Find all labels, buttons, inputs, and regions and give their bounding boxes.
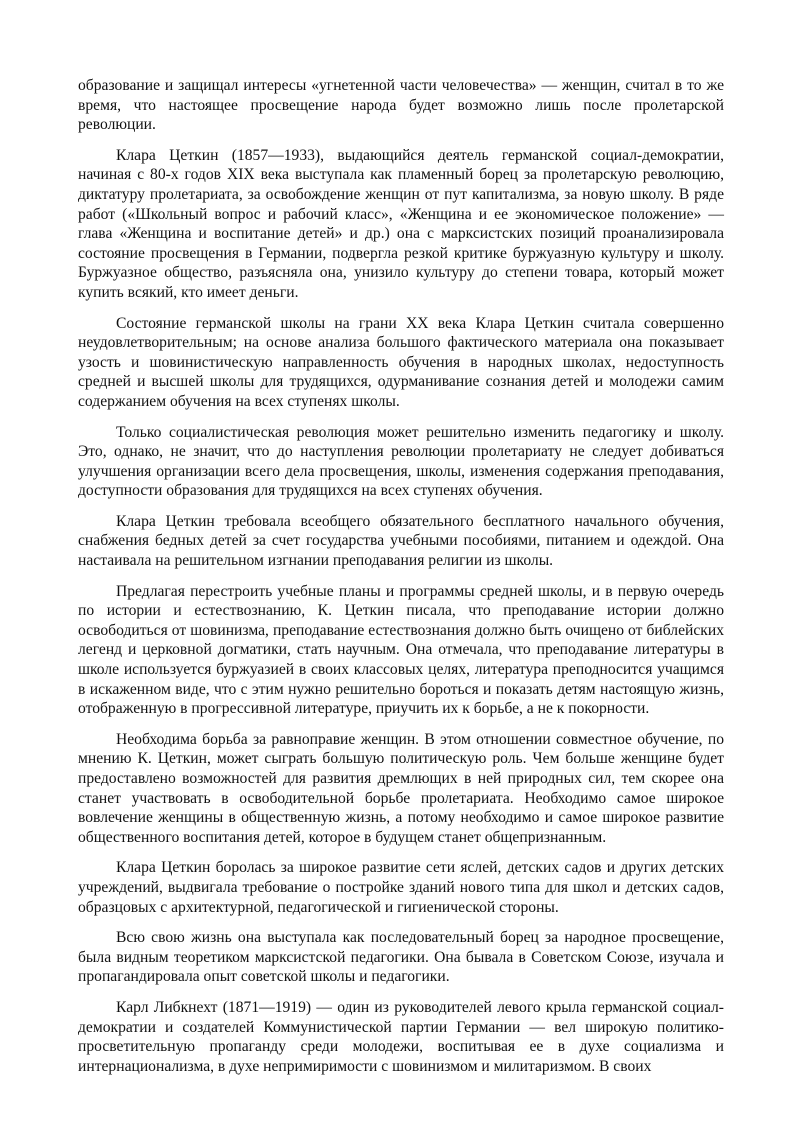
paragraph-7: Необходима борьба за равноправие женщин. В этом отношении совместное обучение, по мнению К. Цеткин, может сыграть большую политическую роль. Чем больше женщине будет предоставлено возможностей для развития дремлющих в ней природных сил, тем скорее она станет участвовать в освободительной борьбе пролетариата. Необходимо самое широкое вовлечение женщины в общественную жизнь, а потому необходимо и самое широкое развитие общественного воспитания детей, которое в будущем станет общепризнанным. xyxy=(78,730,724,846)
paragraph-1: образование и защищал интересы «угнетенной части человечества» — женщин, считал в то же время, что настоящее просвещение народа будет возможно лишь после пролетарской революции. xyxy=(78,77,724,134)
paragraph-2: Клара Цеткин (1857—1933), выдающийся деятель германской социал-демократии, начиная с 80-х годов XIX века выступала как пламенный борец за пролетарскую революцию, диктатуру пролетариата, за освобождение женщин от пут капитализма, за новую школу. В ряде работ («Школьный вопрос и рабочий класс», «Женщина и ее экономическое положение» — глава «Женщина и воспитание детей» и др.) она с марксистских позиций проанализировала состояние просвещения в Германии, подвергла резкой критике буржуазную культуру и школу. Буржуазное общество, разъясняла она, унизило культуру до степени товара, который может купить всякий, кто имеет деньги. xyxy=(78,146,724,301)
paragraph-9: Всю свою жизнь она выступала как последовательный борец за народное просвещение, была видным теоретиком марксистской педагогики. Она бывала в Советском Союзе, изучала и пропагандировала опыт советской школы и педагогики. xyxy=(78,929,724,986)
paragraph-8: Клара Цеткин боролась за широкое развитие сети яслей, детских садов и других детских учреждений, выдвигала требование о постройке зданий нового типа для школ и детских садов, образцовых с архитектурной, педагогической и гигиенической стороны. xyxy=(78,859,724,916)
paragraph-5: Клара Цеткин требовала всеобщего обязательного бесплатного начального обучения, снабжения бедных детей за счет государства учебными пособиями, питанием и одеждой. Она настаивала на решительном изгнании преподавания религии из школы. xyxy=(78,512,724,570)
paragraph-10: Карл Либкнехт (1871—1919) — один из руководителей левого крыла германской социал-демократии и создателей Коммунистической партии Германии — вел широкую политико-просветительную пропаганду среди молодежи, воспитывая ее в духе социализма и интернационализма, в духе непримиримости с шовинизмом и милитаризмом. В своих xyxy=(78,998,724,1075)
paragraph-3: Состояние германской школы на грани XX века Клара Цеткин считала совершенно неудовлетворительным; на основе анализа большого фактического материала она показывает узость и шовинистическую направленность обучения в народных школах, недоступность средней и высшей школы для трудящихся, одурманивание сознания детей и молодежи самим содержанием обучения на всех ступенях школы. xyxy=(78,314,724,410)
paragraph-4: Только социалистическая революция может решительно изменить педагогику и школу. Это, однако, не значит, что до наступления революции пролетариату не следует добиваться улучшения организации всего дела просвещения, школы, изменения содержания преподавания, доступности образования для трудящихся на всех ступенях обучения. xyxy=(78,423,724,500)
paragraph-6: Предлагая перестроить учебные планы и программы средней школы, и в первую очередь по истории и естествознанию, К. Цеткин писала, что преподавание истории должно освободиться от шовинизма, преподавание естествознания должно быть очищено от библейских легенд и церковной догматики, стать научным. Она отмечала, что преподавание литературы в школе используется буржуазией в своих классовых целях, литература преподносится учащимся в искаженном виде, что с этим нужно решительно бороться и показать детям настоящую жизнь, отображенную в прогрессивной литературе, приучить их к борьбе, а не к покорности. xyxy=(78,582,724,718)
